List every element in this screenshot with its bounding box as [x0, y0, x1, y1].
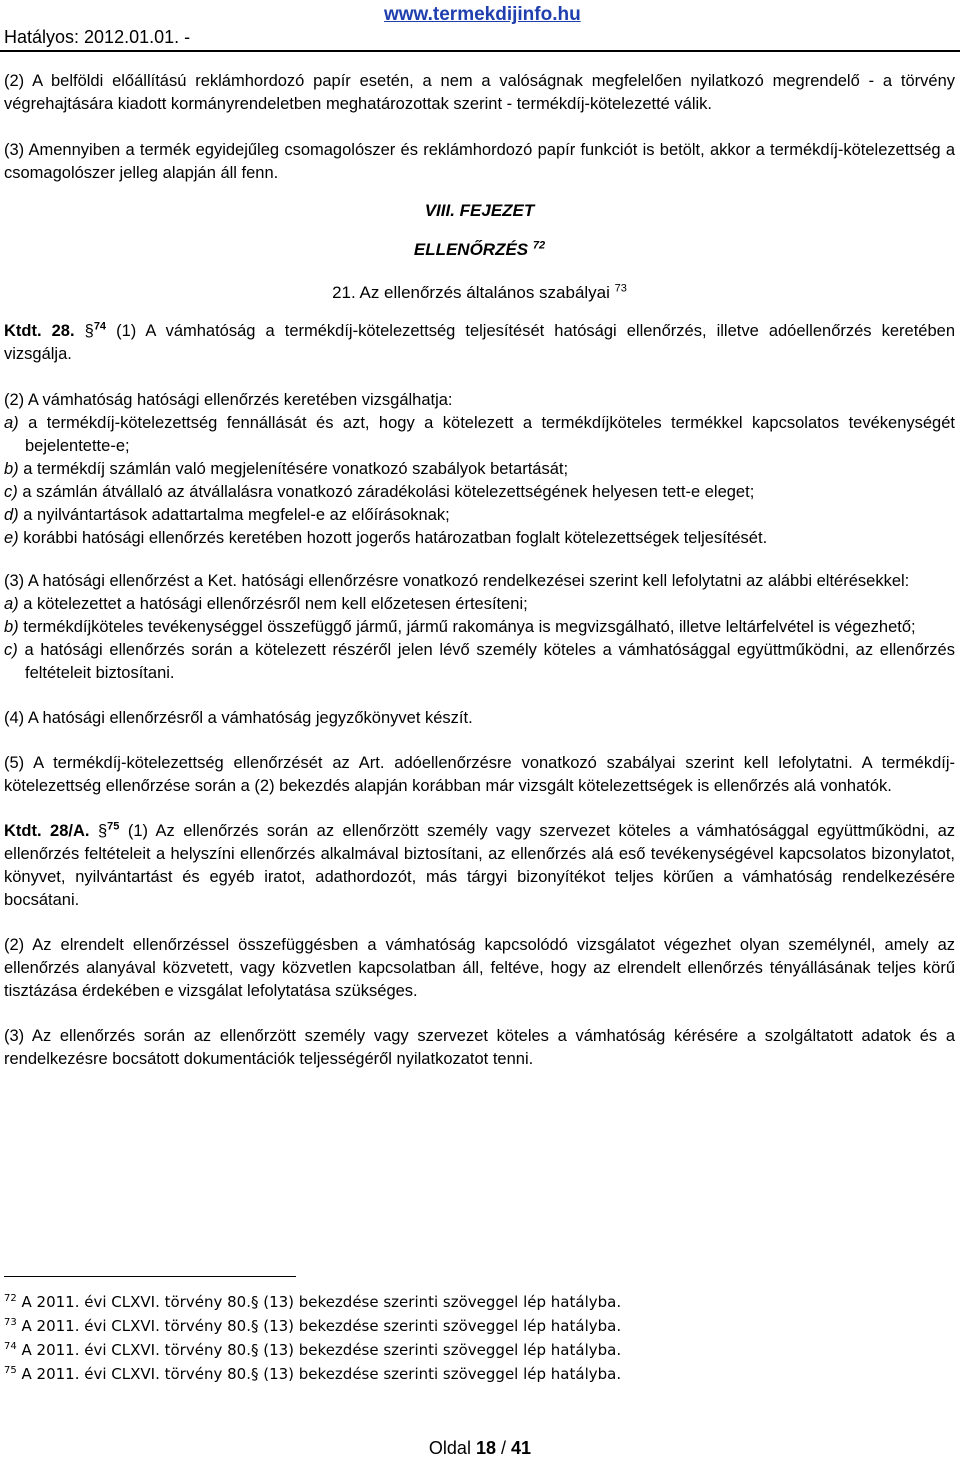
list-item: d) a nyilvántartások adattartalma megfelel-e az előírásoknak;	[4, 506, 450, 524]
effective-date: Hatályos: 2012.01.01. -	[4, 27, 191, 47]
list-item: b) a termékdíj számlán való megjelenítésére vonatkozó szabályok betartását;	[4, 460, 569, 478]
document-body	[4, 70, 955, 1071]
section-28-para-2-intro: (2) A vámhatóság hatósági ellenőrzés keretében vizsgálhatja:	[4, 391, 453, 409]
list-item: c) a hatósági ellenőrzés során a kötelezett részéről jelen lévő személy köteles a vámhatósággal együttműködni, az ellenőrzés feltételeit biztosítani.	[4, 641, 955, 682]
section-28-para-1: Ktdt. 28. §$^{74}$ (1) A vámhatóság a termékdíj-kötelezettség teljesítését hatósági ellenőrzés, illetve adóellenőrzés keretében vizsgálja.	[4, 320, 955, 363]
footnote: $^{72}$ A 2011. évi CLXVI. törvény 80.§ (13) bekezdése szerinti szöveggel lép hatályba.	[4, 1293, 622, 1311]
chapter-title: ELLENŐRZÉS $^{72}$	[413, 239, 546, 259]
section-28-para-3-intro: (3) A hatósági ellenőrzést a Ket. hatósági ellenőrzésre vonatkozó rendelkezései szerint kell lefolytatni az alábbi eltérésekkel:	[4, 572, 910, 590]
site-link[interactable]: www.termekdijinfo.hu	[384, 4, 581, 25]
section-28a-para-1: Ktdt. 28/A. §$^{75}$ (1) Az ellenőrzés során az ellenőrzött személy vagy szervezet köteles a vámhatósággal együttműködni, az ellenőrzés feltételeit a helyszíni ellenőrzés alkalmával biztosítani, az ellenőrzés alá eső tevékenységével kapcsolatos bizonylatot, könyvet, nyilvántartást és egyéb iratot, adathordozót, más tárgyi bizonyítékot teljes körűen a vámhatóság rendelkezésére bocsátani.	[4, 820, 955, 909]
footnote-ref-72[interactable]: 72	[532, 239, 546, 252]
footnote: $^{73}$ A 2011. évi CLXVI. törvény 80.§ (13) bekezdése szerinti szöveggel lép hatályba.	[4, 1317, 622, 1335]
section-title: 21. Az ellenőrzés általános szabályai $^{73}$	[332, 282, 627, 302]
paragraph-2: (2) A belföldi előállítású reklámhordozó papír esetén, a nem a valóságnak megfelelően nyilatkozó megrendelő - a törvény végrehajtására kiadott kormányrendeletben meghatározottak szerint - termékdíj-kötelezetté válik.	[4, 72, 955, 113]
section-mark: §	[84, 322, 94, 340]
list-item: c) a számlán átvállaló az átvállalásra vonatkozó záradékolási kötelezettségének helyesen tett-e eleget;	[4, 483, 755, 501]
section-28-para-4: (4) A hatósági ellenőrzésről a vámhatóság jegyzőkönyvet készít.	[4, 709, 473, 727]
footnote: $^{74}$ A 2011. évi CLXVI. törvény 80.§ (13) bekezdése szerinti szöveggel lép hatályba.	[4, 1341, 622, 1359]
list-item: e) korábbi hatósági ellenőrzés keretében hozott jogerős határozatban foglalt kötelezettségek teljesítését.	[4, 529, 768, 547]
list-item: b) termékdíjköteles tevékenységgel összefüggő jármű, jármű rakománya is megvizsgálható, illetve leltárfelvétel is végezhető;	[4, 618, 916, 636]
paragraph-3: (3) Amennyiben a termék egyidejűleg csomagolószer és reklámhordozó papír funkciót is betölt, akkor a termékdíj-kötelezettség a csomagolószer jelleg alapján áll fenn.	[4, 141, 955, 182]
header-divider	[0, 50, 960, 52]
chapter-number: VIII. FEJEZET	[424, 201, 535, 220]
footnotes	[4, 1290, 621, 1386]
section-28a-para-3: (3) Az ellenőrzés során az ellenőrzött személy vagy szervezet köteles a vámhatóság kérésére a szolgáltatott adatok és a rendelkezésre bocsátott dokumentációk teljességéről nyilatkozatot tenni.	[4, 1027, 955, 1068]
footnote-ref-75[interactable]: 75	[107, 820, 120, 833]
list-item: a) a kötelezettet a hatósági ellenőrzésről nem kell előzetesen értesíteni;	[4, 595, 528, 613]
footnote-ref-73[interactable]: 73	[614, 282, 627, 295]
section-28-para-5: (5) A termékdíj-kötelezettség ellenőrzését az Art. adóellenőrzésre vonatkozó szabályai szerint kell lefolytatni. A termékdíj-kötelezettség ellenőrzése során a (2) bekezdés alapján korábban már vizsgált kötelezettségek is ellenőrzés alá vonhatók.	[4, 754, 955, 795]
footnote-divider	[4, 1276, 296, 1277]
section-28a-para-2: (2) Az elrendelt ellenőrzéssel összefüggésben a vámhatóság kapcsolódó vizsgálatot végezhet olyan személynél, amely az ellenőrzés alanyával közvetett, vagy közvetlen kapcsolatban áll, feltéve, hogy az elrendelt ellenőrzés tényállásának teljes körű tisztázása érdekében e vizsgálat lefolytatása szükséges.	[4, 936, 955, 1000]
section-mark: §	[97, 822, 108, 840]
section-28-label: Ktdt. 28.	[4, 322, 75, 340]
page-number: Oldal 18 / 41	[428, 1438, 532, 1458]
section-28a-label: Ktdt. 28/A.	[4, 822, 90, 840]
footnote: $^{75}$ A 2011. évi CLXVI. törvény 80.§ (13) bekezdése szerinti szöveggel lép hatályba.	[4, 1365, 622, 1383]
list-item: a) a termékdíj-kötelezettség fennállását és azt, hogy a kötelezett a termékdíjköteles termékkel kapcsolatos tevékenységét bejelentette-e;	[4, 414, 955, 455]
footnote-ref-74[interactable]: 74	[93, 320, 107, 333]
